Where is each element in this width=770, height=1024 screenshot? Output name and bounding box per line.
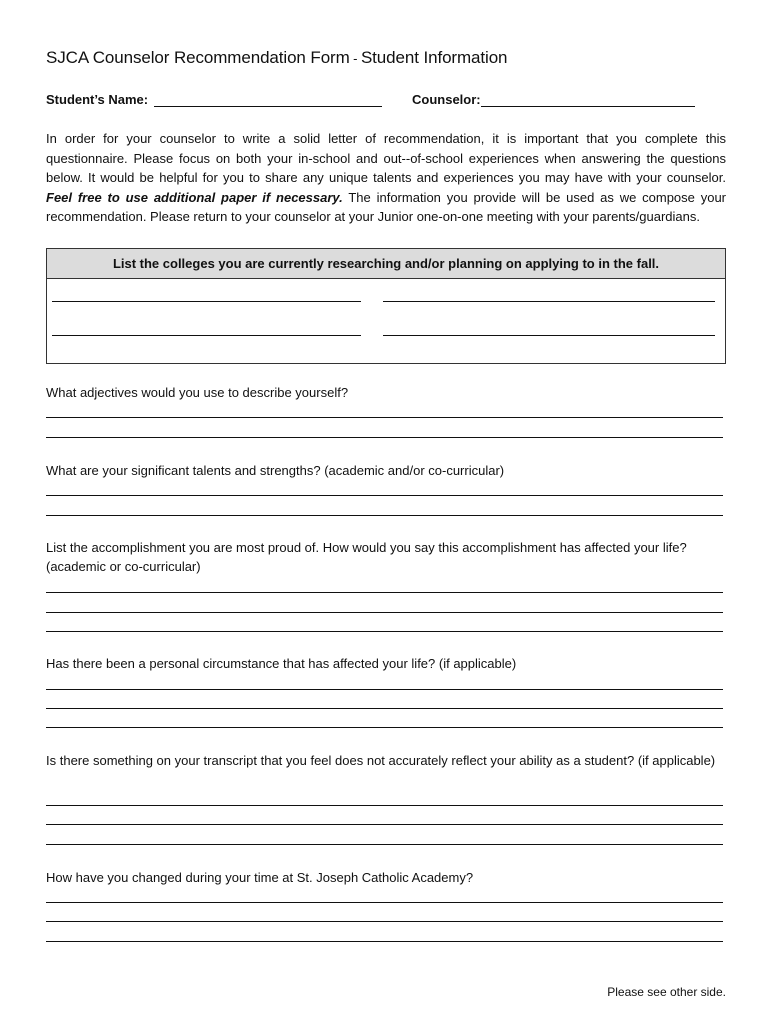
- question-label: How have you changed during your time at St. Joseph Catholic Academy?: [46, 870, 474, 885]
- answer-line[interactable]: [46, 612, 723, 613]
- answer-line[interactable]: [46, 824, 723, 825]
- question-label: What adjectives would you use to describe yourself?: [46, 385, 349, 400]
- answer-line[interactable]: [46, 921, 723, 922]
- answer-line[interactable]: [46, 689, 723, 690]
- footer-note: Please see other side.: [607, 985, 726, 999]
- question-label: List the accomplishment you are most proud of. How would you say this accomplishment has affected your life? (academic or co-curricular): [46, 540, 687, 574]
- student-name-field: [46, 92, 382, 107]
- form-page: [46, 0, 726, 1024]
- answer-line[interactable]: [46, 592, 723, 593]
- answer-line[interactable]: [46, 902, 723, 903]
- answer-line[interactable]: [46, 708, 723, 709]
- answer-line[interactable]: [46, 727, 723, 728]
- question-label: Is there something on your transcript that you feel does not accurately reflect your ability as a student? (if applicable): [46, 753, 716, 768]
- form-title-sub: Student Information: [360, 48, 508, 67]
- form-title-separator: -: [349, 51, 361, 66]
- answer-line[interactable]: [46, 844, 723, 845]
- answer-line[interactable]: [46, 437, 723, 438]
- form-title: [46, 48, 507, 68]
- intro-text-2: The information you provide will be used as we compose your recommendation. Please return to your counselor at your Junior one-on-one meeting with your parents/guardians.: [46, 189, 727, 224]
- intro-paragraph: [46, 129, 726, 227]
- college-line[interactable]: [383, 335, 715, 336]
- answer-line[interactable]: [46, 941, 723, 942]
- intro-text-1: In order for your counselor to write a solid letter of recommendation, it is important that you complete this questionnaire. Please focus on both your in-school and out--of-school experiences when answering the questions below. It would be helpful for you to share any unique talents and experiences you may have with your counselor.: [46, 131, 726, 185]
- student-name-line[interactable]: [154, 94, 382, 107]
- answer-line[interactable]: [46, 631, 723, 632]
- college-line[interactable]: [52, 301, 361, 302]
- counselor-label: Counselor:: [412, 92, 481, 107]
- colleges-box: [46, 248, 726, 364]
- answer-line[interactable]: [46, 417, 723, 418]
- answer-line[interactable]: [46, 495, 723, 496]
- intro-emphasis: Feel free to use additional paper if necessary.: [46, 189, 343, 205]
- counselor-line[interactable]: [481, 94, 695, 107]
- student-name-label: Student’s Name:: [46, 92, 149, 107]
- college-line[interactable]: [383, 301, 715, 302]
- question-label: Has there been a personal circumstance that has affected your life? (if applicable): [46, 656, 517, 671]
- colleges-heading: List the colleges you are currently researching and/or planning on applying to in the fall.: [47, 249, 725, 279]
- counselor-field: [412, 92, 695, 107]
- college-line[interactable]: [52, 335, 361, 336]
- answer-line[interactable]: [46, 805, 723, 806]
- answer-line[interactable]: [46, 515, 723, 516]
- form-title-main: SJCA Counselor Recommendation Form: [46, 48, 350, 67]
- question-label: What are your significant talents and strengths? (academic and/or co-curricular): [46, 463, 505, 478]
